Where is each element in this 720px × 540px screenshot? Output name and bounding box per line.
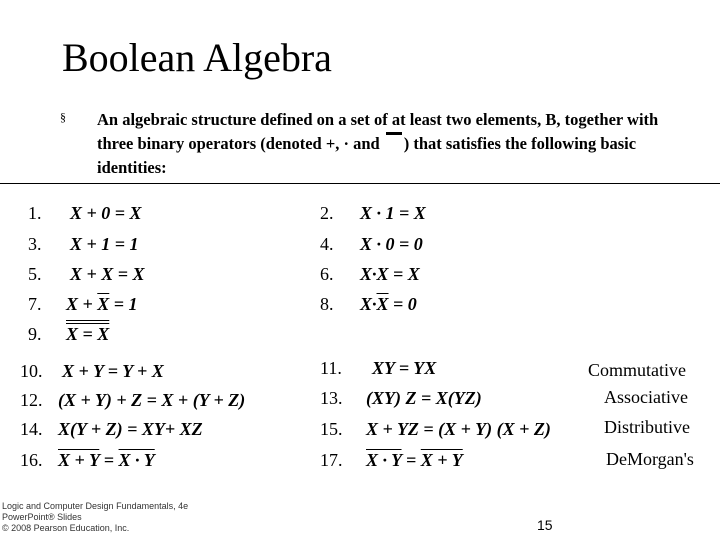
identity-number: 12. [20,390,43,410]
law-commutative: Commutative [588,360,686,380]
equation-complement: X + Y [420,450,463,470]
identity-equation: X + Y = Y + X [62,361,164,381]
equation-complement: X · Y [366,450,402,470]
footer-line: Logic and Computer Design Fundamentals, 4e [2,501,189,511]
equation-part: = 0 [388,294,417,314]
identity-equation: X + 1 = 1 [70,234,139,254]
identity-number: 1. [28,203,42,223]
slide-footer [2,501,188,534]
identity-number: 13. [320,388,343,408]
identity-equation: X + X = X [70,264,145,284]
identity-equation [66,293,138,315]
identity-number: 6. [320,264,334,284]
bullet-text [97,108,687,180]
footer-line: © 2008 Pearson Education, Inc. [2,523,130,533]
identity-number: 9. [28,324,42,344]
divider-line [0,183,720,184]
identity-number: 5. [28,264,42,284]
identity-equation: (X + Y) + Z = X + (Y + Z) [58,390,246,410]
page-number: 15 [537,517,553,533]
identity-equation [360,293,417,315]
identity-equation: (XY) Z = X(YZ) [366,388,482,408]
identity-number: 2. [320,203,334,223]
identity-equation: X + YZ = (X + Y) (X + Z) [366,419,551,439]
equation-part: = 1 [109,294,138,314]
bullet-text-part-1: An algebraic structure defined on a set of at least two elements, B, together with three binary operators (denoted +, · and [97,110,659,153]
identity-equation: X · 1 = X [360,203,426,223]
slide-title: Boolean Algebra [62,35,332,80]
identity-number: 7. [28,294,42,314]
identity-equation: X(Y + Z) = XY+ XZ [58,419,203,439]
law-associative: Associative [604,387,688,407]
equation-part: = [99,450,119,470]
equation-complement: X · Y [118,450,155,470]
footer-line: PowerPoint® Slides [2,512,82,522]
identity-number: 11. [320,358,342,378]
equation-complement: $\overline{X}$ [97,294,110,314]
equation-complement: $\overline{X}$ [376,294,389,314]
equation-complement: X + Y [58,450,100,470]
equation-part: = [401,450,421,470]
identity-number: 3. [28,234,42,254]
identity-number: 4. [320,234,334,254]
identity-equation [58,449,155,471]
identity-equation [366,449,463,471]
law-distributive: Distributive [604,417,690,437]
law-demorgans: DeMorgan's [606,449,694,469]
bullet-marker: § [60,110,66,124]
identity-number: 8. [320,294,334,314]
identity-equation: X + 0 = X [70,203,142,223]
identity-equation: XY = YX [372,358,437,378]
identity-number: 15. [320,419,343,439]
identity-equation: X · 0 = 0 [360,234,423,254]
equation-part: X· [360,294,377,314]
complement-operator-bar [386,132,402,135]
identity-equation: X = X [66,324,110,344]
identity-number: 16. [20,450,43,470]
identity-number: 10. [20,361,43,381]
equation-part: X + [66,294,98,314]
bullet-text-part-2: ) that satisfies the following basic identities: [97,134,637,177]
identity-number: 17. [320,450,343,470]
identity-equation: X·X = X [360,264,420,284]
identity-number: 14. [20,419,43,439]
